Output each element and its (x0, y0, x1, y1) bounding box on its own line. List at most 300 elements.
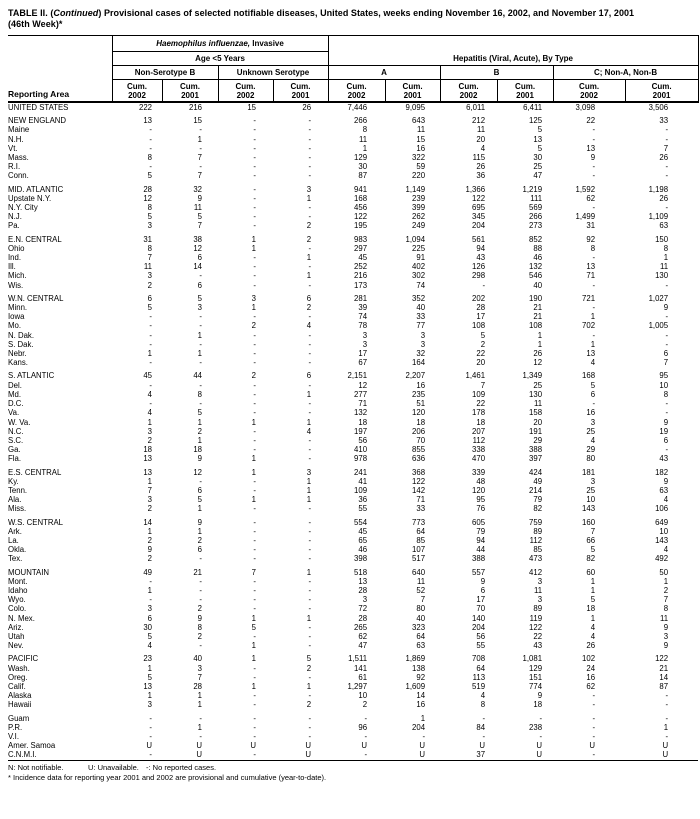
cell-value: 1,297 (347, 681, 368, 691)
table-row (8, 723, 698, 732)
table-row (8, 331, 698, 340)
cell-value: 473 (529, 554, 543, 564)
cell-value: 5 (197, 293, 202, 303)
cell-value: 5 (590, 595, 596, 605)
cell-value: 9 (197, 193, 202, 203)
row-label: UNITED STATES (8, 103, 69, 112)
cell-value: - (308, 358, 312, 368)
cell-value: 7 (251, 567, 256, 577)
cell-value: 388 (529, 445, 543, 455)
cell-value: 402 (412, 262, 426, 272)
cell-value: - (253, 595, 256, 605)
cell-value: 40 (416, 303, 426, 313)
row-label: Minn. (8, 303, 28, 313)
cell-value: 63 (659, 221, 669, 231)
cell-value: U (479, 741, 486, 751)
haemophilus-species-label: Haemophilus influenzae, (156, 39, 251, 48)
cell-value: 87 (358, 171, 368, 181)
cell-value: 132 (354, 408, 368, 418)
cell-value: 5 (537, 125, 543, 135)
cell-value: 79 (476, 526, 486, 536)
cell-value: - (308, 691, 312, 701)
row-label: N.Y. City (8, 203, 38, 213)
cell-value: 18 (476, 417, 486, 427)
cell-value: 4 (147, 641, 152, 651)
cell-value: - (199, 585, 202, 595)
cell-value: 164 (412, 358, 426, 368)
cell-value: U (361, 741, 368, 751)
cell-value: 1 (197, 417, 202, 427)
cell-value: - (253, 700, 256, 710)
cell-value: 1,149 (405, 184, 426, 194)
cell-value: U (146, 741, 152, 751)
cell-value: 21 (533, 303, 543, 313)
cell-value: 554 (354, 517, 368, 527)
cell-value: 6 (197, 545, 202, 555)
cell-value: 277 (354, 389, 368, 399)
cell-value: 1,109 (648, 212, 669, 222)
cell-value: 132 (529, 262, 543, 272)
table-row (8, 714, 698, 723)
cell-value: 141 (354, 663, 368, 673)
cell-value: - (253, 134, 256, 144)
cell-value: 158 (529, 408, 543, 418)
cell-value: 33 (659, 116, 669, 126)
row-label: Utah (8, 631, 25, 641)
cell-value: 7 (197, 171, 202, 181)
cell-value: 1 (197, 691, 202, 701)
cell-value: - (592, 162, 596, 172)
cell-value: 1,081 (522, 654, 543, 664)
cell-value: - (665, 732, 669, 741)
cell-value: 517 (412, 554, 426, 564)
cell-value: - (482, 732, 486, 741)
cell-value: 855 (412, 445, 426, 455)
table-row (8, 212, 698, 221)
cell-value: 3 (147, 221, 152, 231)
cell-value: 13 (143, 116, 152, 126)
cell-value: 207 (472, 426, 486, 436)
cell-value: 1 (197, 435, 202, 445)
cell-value: 28 (358, 585, 368, 595)
cell-value: - (308, 162, 312, 172)
row-label: D.C. (8, 399, 24, 409)
cell-value: 4 (480, 143, 486, 153)
table-row (8, 116, 698, 125)
cell-value: 31 (586, 221, 596, 231)
cell-value: 38 (193, 234, 202, 244)
cell-value: 1 (306, 485, 312, 495)
cell-value: 235 (412, 389, 426, 399)
cell-value: - (149, 722, 152, 732)
cell-value: 1,349 (522, 371, 543, 381)
cell-value: 10 (586, 495, 596, 505)
cell-value: 25 (586, 485, 596, 495)
cell-value: 6 (663, 435, 669, 445)
row-label: Tex. (8, 554, 23, 564)
table-row (8, 162, 698, 171)
cell-value: 721 (582, 293, 596, 303)
cell-value: 11 (660, 613, 669, 623)
row-label: Fla. (8, 454, 21, 464)
cell-value: 195 (354, 221, 368, 231)
cell-value: 9 (663, 417, 669, 427)
cell-value: - (199, 380, 202, 390)
cell-value: 1 (251, 454, 256, 464)
table-row (8, 321, 698, 330)
cell-value: 978 (354, 454, 368, 464)
cell-value: 1,499 (575, 212, 596, 222)
cell-value: 17 (358, 349, 368, 359)
legend-not-notifiable: N: Not notifiable. (8, 762, 64, 772)
cell-value: 112 (472, 435, 486, 445)
cell-value: 2 (306, 234, 312, 244)
table-row (8, 545, 698, 554)
cell-value: 3 (147, 426, 152, 436)
cell-value: 138 (412, 663, 426, 673)
cell-value: 80 (416, 604, 426, 614)
row-label: NEW ENGLAND (8, 116, 67, 126)
cell-value: 14 (143, 517, 152, 527)
cell-value: 4 (590, 622, 596, 632)
cell-value: 15 (193, 116, 202, 126)
cell-value: 5 (590, 380, 596, 390)
cell-value: 47 (358, 641, 368, 651)
cell-value: 140 (472, 613, 486, 623)
cell-value: 109 (472, 389, 486, 399)
cell-value: 6,411 (523, 103, 543, 112)
cell-value: 643 (412, 116, 426, 126)
cell-value: 2 (306, 663, 312, 673)
cell-value: 8 (197, 622, 202, 632)
cell-value: 14 (659, 672, 669, 682)
cell-value: - (308, 116, 312, 126)
cum-year-header (112, 80, 162, 103)
cell-value: 7 (197, 153, 202, 163)
cell-value: - (253, 435, 256, 445)
cell-value: 94 (476, 243, 486, 253)
table-row (8, 568, 698, 577)
cell-value: 168 (582, 371, 596, 381)
cell-value: - (253, 153, 256, 163)
cell-value: 19 (659, 426, 669, 436)
cell-value: U (419, 741, 426, 751)
cell-value: 40 (416, 613, 426, 623)
cell-value: 72 (358, 604, 368, 614)
table-row (8, 454, 698, 463)
cell-value: 106 (655, 504, 669, 514)
row-label: Ind. (8, 253, 22, 263)
cell-value: 18 (586, 604, 596, 614)
cell-value: - (665, 700, 669, 710)
cell-value: 30 (533, 153, 543, 163)
cell-value: 1,592 (575, 184, 596, 194)
cell-value: - (199, 321, 202, 331)
cell-value: 852 (529, 234, 543, 244)
table-row (8, 203, 698, 212)
cell-value: - (665, 399, 669, 409)
row-label: S.C. (8, 435, 24, 445)
cell-value: U (536, 741, 543, 751)
row-label: Wash. (8, 663, 30, 673)
year-label: 2002 (459, 90, 478, 100)
year-label: 2001 (181, 90, 199, 100)
cell-value: 6 (197, 280, 202, 290)
cell-value: 45 (358, 526, 368, 536)
cell-value: - (539, 713, 543, 723)
cell-value: - (199, 554, 202, 564)
cell-value: 15 (247, 103, 256, 112)
table-title (8, 8, 698, 30)
cell-value: - (665, 280, 669, 290)
cell-value: - (199, 732, 202, 741)
cell-value: - (253, 426, 256, 436)
table-row (8, 408, 698, 417)
cell-value: - (253, 713, 256, 723)
cell-value: 71 (416, 495, 426, 505)
cell-value: 46 (533, 253, 543, 263)
cell-value: 3 (537, 595, 543, 605)
cell-value: - (253, 271, 256, 281)
cell-value: 1 (197, 349, 202, 359)
row-label: Mich. (8, 271, 27, 281)
cell-value: 20 (476, 134, 486, 144)
cell-value: 708 (472, 654, 486, 664)
table-row (8, 418, 698, 427)
cell-value: - (665, 339, 669, 349)
cell-value: 10 (358, 691, 368, 701)
cell-value: - (422, 732, 426, 741)
cell-value: 91 (416, 253, 426, 263)
table-row (8, 153, 698, 162)
cell-value: 45 (143, 371, 152, 381)
cell-value: - (592, 125, 596, 135)
table-row (8, 486, 698, 495)
cell-value: 4 (480, 691, 486, 701)
cell-value: - (308, 576, 312, 586)
cell-value: - (149, 595, 152, 605)
table-row (8, 427, 698, 436)
cell-value: 7 (663, 595, 669, 605)
cell-value: 10 (659, 380, 669, 390)
cell-value: 40 (533, 280, 543, 290)
cell-value: 206 (412, 426, 426, 436)
cell-value: 7 (663, 143, 669, 153)
cell-value: 252 (354, 262, 368, 272)
cell-value: 7 (147, 485, 152, 495)
cum-label: Cum. (651, 81, 672, 91)
cell-value: 109 (354, 485, 368, 495)
cell-value: 2 (362, 700, 368, 710)
row-label: S. ATLANTIC (8, 371, 55, 381)
row-label: Wyo. (8, 595, 26, 605)
cell-value: - (253, 672, 256, 682)
cell-value: - (308, 554, 312, 564)
cell-value: 55 (476, 641, 486, 651)
cell-value: 28 (193, 681, 202, 691)
cell-value: 28 (143, 184, 152, 194)
row-label: Guam (8, 713, 30, 723)
cell-value: 71 (358, 399, 368, 409)
cell-value: 1 (590, 576, 596, 586)
cell-value: 89 (533, 604, 543, 614)
cell-value: 1,198 (648, 184, 669, 194)
cell-value: 1 (590, 585, 596, 595)
row-label: E.N. CENTRAL (8, 234, 62, 244)
subgroup-unknown-serotype: Unknown Serotype (218, 66, 328, 80)
cell-value: - (149, 134, 152, 144)
row-label: P.R. (8, 722, 23, 732)
cell-value: 249 (412, 221, 426, 231)
cell-value: 9 (663, 303, 669, 313)
cell-value: 82 (586, 554, 596, 564)
cell-value: 266 (529, 212, 543, 222)
cell-value: 3 (197, 303, 202, 313)
table-row (8, 468, 698, 477)
cell-value: - (665, 312, 669, 322)
cell-value: - (149, 732, 152, 741)
cell-value: 302 (412, 271, 426, 281)
table-row (8, 185, 698, 194)
cell-value: 2 (251, 321, 256, 331)
row-label: Va. (8, 408, 20, 418)
cell-value: 1 (306, 193, 312, 203)
cell-value: 13 (143, 454, 152, 464)
cell-value: 88 (533, 243, 543, 253)
cell-value: 26 (586, 641, 596, 651)
cell-value: - (308, 243, 312, 253)
table-row (8, 294, 698, 303)
cell-value: 759 (529, 517, 543, 527)
cell-value: - (253, 221, 256, 231)
table-row (8, 349, 698, 358)
row-label: Ga. (8, 445, 21, 455)
cell-value: - (149, 143, 152, 153)
cell-value: 12 (358, 380, 368, 390)
cell-value: 62 (586, 681, 596, 691)
cell-value: 216 (354, 271, 368, 281)
cell-value: - (665, 125, 669, 135)
year-label: 2001 (291, 90, 310, 100)
row-label: Pa. (8, 221, 20, 231)
cell-value: 3 (590, 476, 596, 486)
cell-value: - (253, 212, 256, 222)
cell-value: 60 (586, 567, 596, 577)
cell-value: 125 (529, 116, 543, 126)
row-label: Mass. (8, 153, 29, 163)
cell-value: 265 (354, 622, 368, 632)
cell-value: 5 (147, 303, 152, 313)
cell-value: 21 (193, 567, 202, 577)
year-label: 2001 (516, 90, 534, 100)
cell-value: 13 (143, 681, 152, 691)
row-label: Ky. (8, 476, 19, 486)
cell-value: - (199, 399, 202, 409)
cell-value: 129 (354, 153, 368, 163)
cell-value: 561 (472, 234, 486, 244)
cell-value: 640 (412, 567, 426, 577)
cell-value: U (662, 750, 669, 760)
cell-value: 492 (655, 554, 669, 564)
cell-value: 1 (197, 526, 202, 536)
row-label: Idaho (8, 585, 28, 595)
cell-value: - (308, 713, 312, 723)
cell-value: 18 (533, 700, 543, 710)
cell-value: - (308, 212, 312, 222)
table-row (8, 194, 698, 203)
cell-value: - (253, 253, 256, 263)
cum-label: Cum. (515, 81, 536, 91)
haemophilus-group-header (112, 36, 328, 52)
cell-value: - (308, 641, 312, 651)
cell-value: - (253, 193, 256, 203)
cell-value: - (665, 134, 669, 144)
cell-value: 1,094 (405, 234, 426, 244)
table-row (8, 221, 698, 230)
cell-value: 113 (472, 672, 486, 682)
row-label: Ariz. (8, 622, 24, 632)
row-label: N. Dak. (8, 330, 34, 340)
cell-value: 84 (476, 722, 486, 732)
footnote-legend (8, 763, 694, 773)
cell-value: 266 (354, 116, 368, 126)
table-row (8, 436, 698, 445)
cell-value: - (308, 622, 312, 632)
cell-value: 36 (476, 171, 486, 181)
cell-value: - (253, 691, 256, 701)
row-label: Calif. (8, 681, 26, 691)
cell-value: 1,461 (465, 371, 486, 381)
cell-value: 3 (362, 595, 368, 605)
cell-value: - (253, 312, 256, 322)
cell-value: 129 (529, 663, 543, 673)
cell-value: 1 (306, 253, 312, 263)
table-row (8, 144, 698, 153)
cell-value: - (253, 389, 256, 399)
cell-value: - (199, 143, 202, 153)
cell-value: 1,869 (405, 654, 426, 664)
header-row-3 (8, 66, 698, 80)
cell-value: U (196, 741, 202, 751)
cell-value: 4 (663, 495, 669, 505)
cell-value: 32 (193, 184, 202, 194)
cell-value: - (199, 162, 202, 172)
cell-value: - (253, 576, 256, 586)
cell-value: 1 (197, 722, 202, 732)
cell-value: 5 (147, 171, 152, 181)
cell-value: 8 (147, 243, 152, 253)
cell-value: 3 (147, 604, 152, 614)
title-suffix: ) Provisional cases of selected notifiable diseases, United States, weeks ending November 16, 2002, and November 17, 2001 (98, 8, 635, 18)
reporting-area-header: Reporting Area (8, 36, 112, 103)
cell-value: 66 (586, 535, 596, 545)
cell-value: 64 (476, 663, 486, 673)
cell-value: 1 (590, 339, 596, 349)
cell-value: 1 (306, 681, 312, 691)
cell-value: 204 (472, 622, 486, 632)
cell-value: 30 (143, 622, 152, 632)
cell-value: 338 (472, 445, 486, 455)
cell-value: 3 (197, 663, 202, 673)
cell-value: - (308, 445, 312, 455)
cell-value: 2 (197, 604, 202, 614)
cell-value: 1,511 (348, 654, 368, 664)
cell-value: 50 (659, 567, 669, 577)
cell-value: 87 (659, 681, 669, 691)
cell-value: 1 (147, 663, 152, 673)
table-row (8, 641, 698, 650)
row-label: Colo. (8, 604, 27, 614)
